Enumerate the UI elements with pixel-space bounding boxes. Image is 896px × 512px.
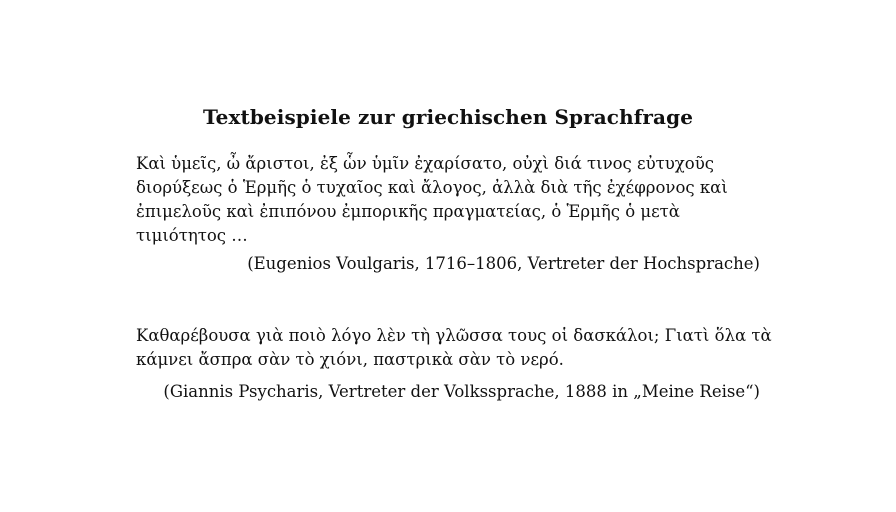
quote-line: διορύξεως ὁ Ἑρμῆς ὁ τυχαῖος καὶ ἄλογος, ἀλλὰ διὰ τῆς ἐχέφρονος καὶ [136,178,728,197]
greek-quote-psycharis [136,324,772,372]
page-title: Textbeispiele zur griechischen Sprachfrage [202,105,694,129]
quote-line: κάμνει ἄσπρα σὰν τὸ χιόνι, παστρικὰ σὰν τὸ νερό. [136,350,564,369]
quote-line: ἐπιμελοῦς καὶ ἐπιπόνου ἐμπορικῆς πραγματείας, ὁ Ἑρμῆς ὁ μετὰ [136,202,680,221]
greek-quote-voulgaris [136,152,761,248]
quote-line: Καὶ ὑμεῖς, ὦ ἄριστοι, ἐξ ὧν ὑμῖν ἐχαρίσατο, οὐχὶ διά τινος εὐτυχοῦς [136,154,714,173]
attribution-voulgaris: (Eugenios Voulgaris, 1716–1806, Vertreter der Hochsprache) [247,254,760,273]
quote-line: τιμιότητος … [136,226,248,245]
quote-line: Καθαρέβουσα γιὰ ποιὸ λόγο λὲν τὴ γλῶσσα τους οἱ δασκάλοι; Γιατὶ ὅλα τὰ [136,326,772,345]
attribution-psycharis: (Giannis Psycharis, Vertreter der Volkssprache, 1888 in „Meine Reise“) [163,382,760,401]
